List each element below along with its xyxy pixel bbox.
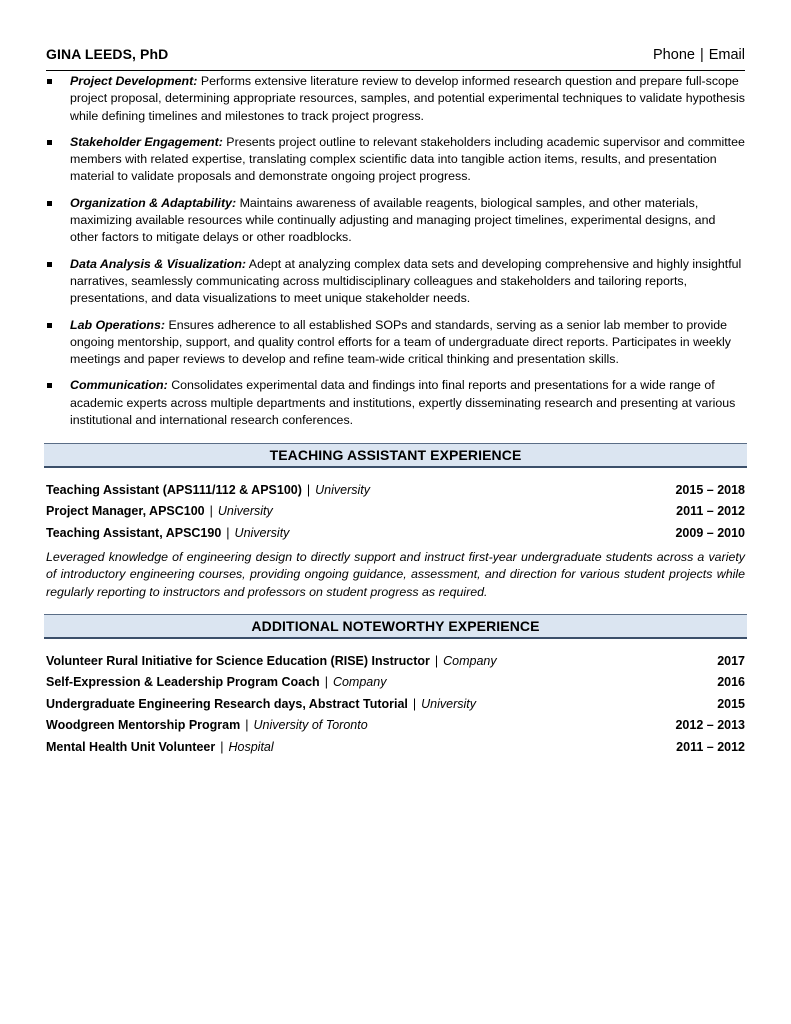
bullet-item	[46, 195, 745, 247]
section-heading-additional	[44, 614, 747, 639]
contact-info	[653, 47, 745, 63]
bullet-lead: Lab Operations:	[70, 317, 166, 332]
organization: Hospital	[228, 739, 274, 754]
separator: |	[324, 675, 328, 690]
bullet-item	[46, 377, 745, 429]
organization: Company	[332, 675, 387, 690]
square-bullet-icon	[47, 201, 52, 206]
square-bullet-icon	[47, 383, 52, 388]
candidate-name: GINA LEEDS, PhD	[46, 46, 169, 62]
bullet-lead: Data Analysis & Visualization:	[70, 256, 247, 271]
separator: |	[209, 504, 213, 519]
bullet-text: Consolidates experimental data and findings into final reports and presentations for a wide range of academic experts across multiple departments and institutions, expertly disseminating research and presenting at various institutional and international research conferences.	[70, 378, 736, 428]
bullet-lead: Stakeholder Engagement:	[70, 134, 223, 149]
role-title: Teaching Assistant, APSC190	[46, 525, 222, 540]
separator: |	[412, 696, 417, 711]
bullet-text: Adept at analyzing complex data sets and developing comprehensive and highly insightful narratives, seamlessly communicating across multidisciplinary colleagues and stakeholders and tailoring reports, presentations, and data visualizations to meet unique stakeholder needs.	[70, 256, 742, 306]
organization: Company	[443, 654, 497, 668]
organization: University	[421, 696, 477, 711]
header-divider	[46, 70, 745, 71]
organization: University	[217, 504, 273, 519]
role-title: Woodgreen Mentorship Program	[46, 718, 241, 733]
bullet-lead: Project Development:	[70, 74, 198, 88]
role-title: Project Manager, APSC100	[46, 504, 205, 519]
role-title: Volunteer Rural Initiative for Science Education (RISE) Instructor	[46, 654, 430, 668]
experience-row	[46, 672, 745, 693]
square-bullet-icon	[47, 323, 52, 328]
role-title: Teaching Assistant (APS111/112 & APS100)	[46, 483, 302, 497]
contact-email: Email	[708, 47, 745, 63]
date-range: 2015	[717, 696, 745, 711]
date-range: 2011 – 2012	[676, 504, 745, 519]
teaching-rows	[46, 480, 745, 544]
bullet-text: Ensures adherence to all established SOPs and standards, serving as a senior lab member to provide ongoing mentorship, support, and quality control efforts for a team of undergraduate direct reports. Participates in weekly meetings and paper reviews to develop and refine team-wide critical thinking and presentation skills.	[70, 317, 731, 367]
date-range: 2011 – 2012	[676, 739, 745, 754]
date-range: 2017	[717, 654, 745, 668]
date-range: 2012 – 2013	[675, 718, 745, 733]
separator: |	[306, 483, 311, 497]
experience-row	[46, 737, 745, 758]
contact-phone: Phone	[653, 47, 695, 63]
section-title: ADDITIONAL NOTEWORTHY EXPERIENCE	[251, 618, 540, 634]
experience-row	[46, 501, 745, 522]
achievement-list	[46, 73, 745, 438]
organization: University of Toronto	[253, 718, 368, 733]
bullet-text: Performs extensive literature review to develop informed research question and prepare full-scope project proposal, determining appropriate resources, samples, and potential experimental techniques to validate hypothesis while defining timelines and milestones to track project progress.	[70, 74, 745, 123]
teaching-summary: Leveraged knowledge of engineering design to directly support and instruct first-year undergraduate students across a variety of introductory engineering courses, providing ongoing guidance, assessment, and direction for various student projects while regularly reporting to instructors and professors on student progress as required.	[46, 550, 745, 599]
date-range: 2015 – 2018	[675, 483, 745, 497]
bullet-item	[46, 134, 745, 186]
experience-row	[46, 523, 745, 544]
experience-row	[46, 480, 745, 501]
organization: University	[315, 483, 371, 497]
separator: |	[226, 525, 230, 540]
separator: |	[434, 654, 439, 668]
bullet-lead: Organization & Adaptability:	[70, 195, 237, 210]
additional-rows	[46, 651, 745, 758]
square-bullet-icon	[47, 262, 52, 267]
bullet-item	[46, 317, 745, 369]
bullet-text: Presents project outline to relevant stakeholders including academic supervisor and committee members with related expertise, translating complex scientific data into tangible action items, results, and presentation material to validate proposals and demonstrate ongoing project progress.	[70, 134, 745, 184]
section-heading-teaching	[44, 443, 747, 468]
contact-separator: |	[699, 47, 704, 63]
bullet-item	[46, 256, 745, 308]
bullet-item	[46, 73, 745, 125]
square-bullet-icon	[47, 79, 52, 84]
role-title: Mental Health Unit Volunteer	[46, 739, 216, 754]
section-title: TEACHING ASSISTANT EXPERIENCE	[269, 447, 522, 463]
experience-row	[46, 715, 745, 736]
resume-header	[46, 46, 745, 66]
date-range: 2016	[717, 675, 745, 690]
role-title: Self-Expression & Leadership Program Coach	[46, 675, 320, 690]
bullet-text: Maintains awareness of available reagents, biological samples, and other materials, maximizing available resources while continually adjusting and managing project timelines, experimental designs, and other factors to mitigate delays or other roadblocks.	[70, 195, 716, 245]
separator: |	[245, 718, 249, 733]
experience-row	[46, 694, 745, 715]
role-title: Undergraduate Engineering Research days, Abstract Tutorial	[46, 696, 408, 711]
date-range: 2009 – 2010	[675, 525, 745, 540]
organization: University	[234, 525, 290, 540]
bullet-lead: Communication:	[70, 378, 168, 393]
experience-row	[46, 651, 745, 672]
square-bullet-icon	[47, 140, 52, 145]
separator: |	[220, 739, 224, 754]
